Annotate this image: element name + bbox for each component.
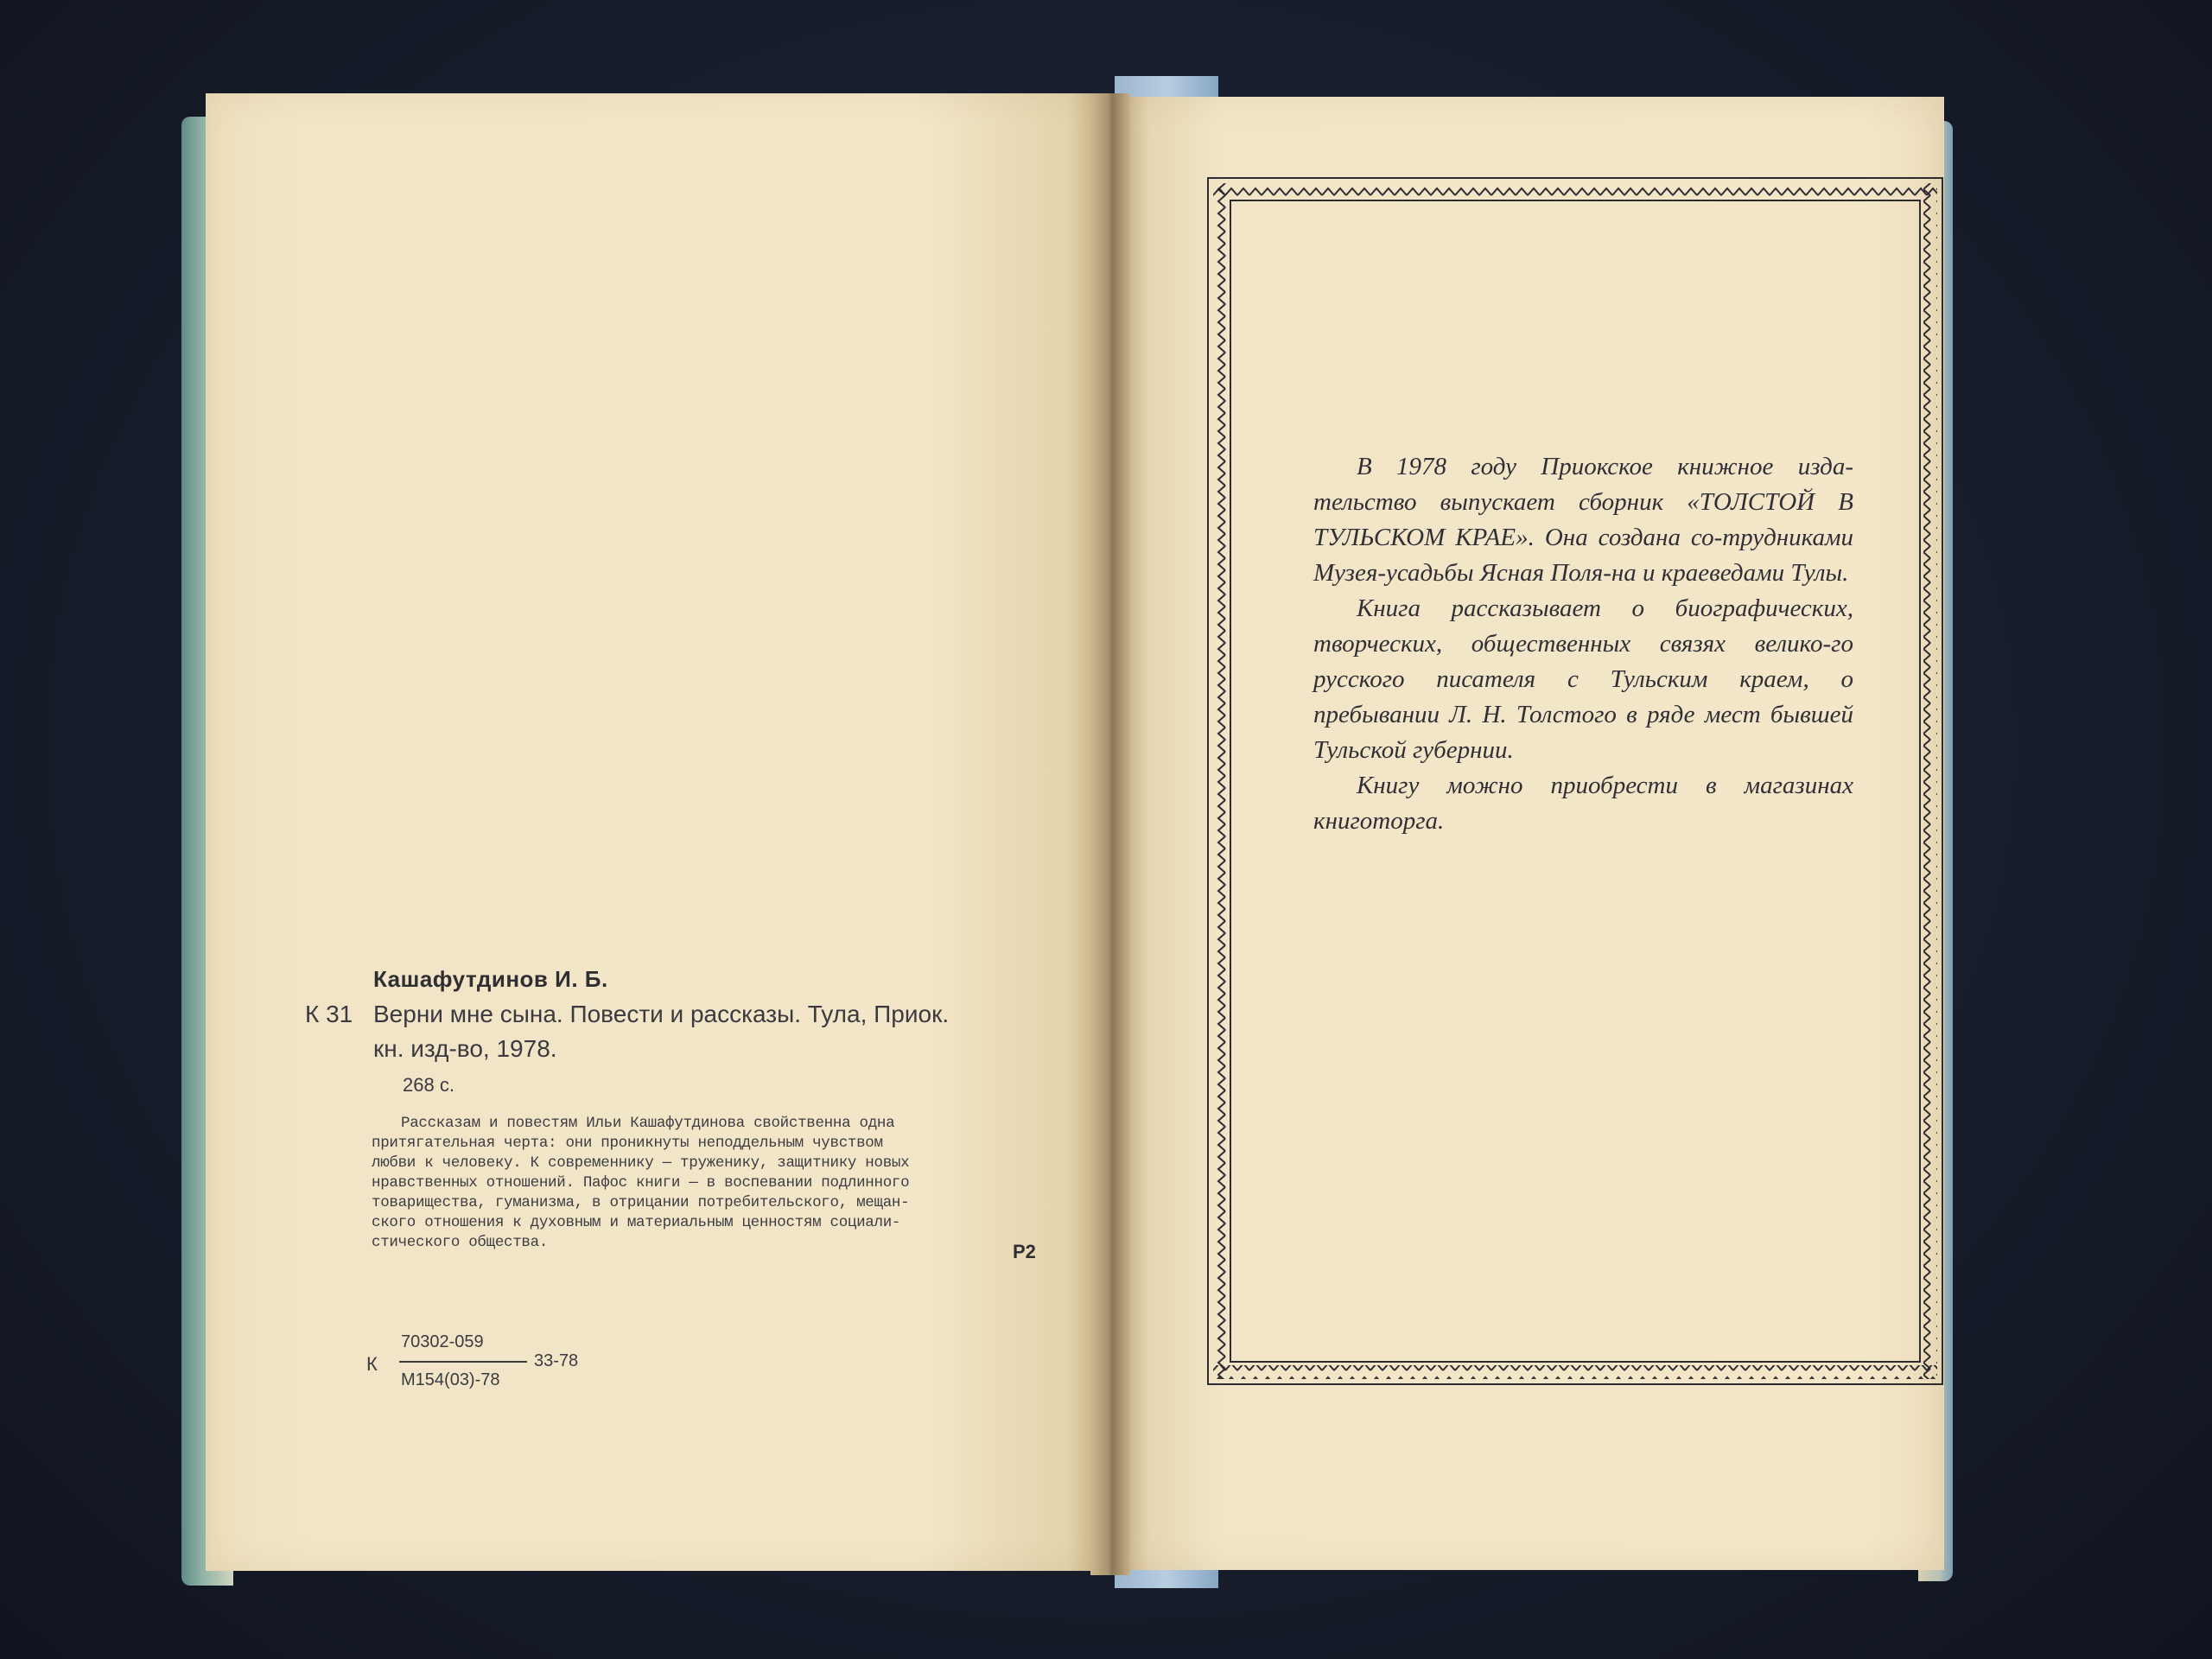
catalog-code: К 31 (305, 1001, 353, 1027)
annotation-line: притягательная черта: они проникнуты неподдельным чувством (372, 1135, 883, 1152)
advertisement-paragraph: Книгу можно приобрести в магазинах книготорга. (1313, 772, 1853, 835)
title-line: Верни мне сына. Повести и рассказы. Тула, Приок. (373, 1001, 950, 1027)
title-line: кн. изд-во, 1978. (373, 1035, 557, 1062)
index-code: 33-78 (534, 1351, 579, 1370)
annotation-line: товарищества, гуманизма, в отрицании потребительского, мещан- (372, 1194, 910, 1211)
index-fraction-line (399, 1361, 527, 1363)
annotation-line: стического общества. (372, 1234, 549, 1251)
annotation-line: Рассказам и повестям Ильи Кашафутдинова свойственна одна (401, 1115, 895, 1132)
index-letter: К (366, 1353, 378, 1375)
advertisement-text (1313, 449, 1853, 839)
page-gutter (1090, 93, 1130, 1575)
annotation-line: нравственных отношений. Пафос книги — в воспевании подлинного (372, 1174, 910, 1192)
left-page (206, 93, 1096, 1571)
index-denominator: М154(03)-78 (401, 1370, 500, 1389)
advertisement-paragraph: В 1978 году Приокское книжное изда-тельство выпускает сборник «ТОЛСТОЙ В ТУЛЬСКОМ КРАЕ». Она создана со-трудниками Музея-усадьбы Ясная Поля-на и краеведами Тулы. (1313, 453, 1853, 587)
index-numerator: 70302-059 (401, 1332, 484, 1351)
annotation-line: любви к человеку. К современнику — труженику, защитнику новых (372, 1154, 910, 1172)
page-count: 268 с. (403, 1074, 454, 1096)
classification-mark: Р2 (1013, 1241, 1036, 1262)
author-name: Кашафутдинов И. Б. (373, 966, 608, 992)
annotation-line: ского отношения к духовным и материальным ценностям социали- (372, 1214, 901, 1231)
advertisement-paragraph: Книга рассказывает о биографических, творческих, общественных связях велико-го русского писателя с Тульским краем, о пребывании Л. Н. Толстого в ряде мест бывшей Тульской губернии. (1313, 594, 1853, 764)
